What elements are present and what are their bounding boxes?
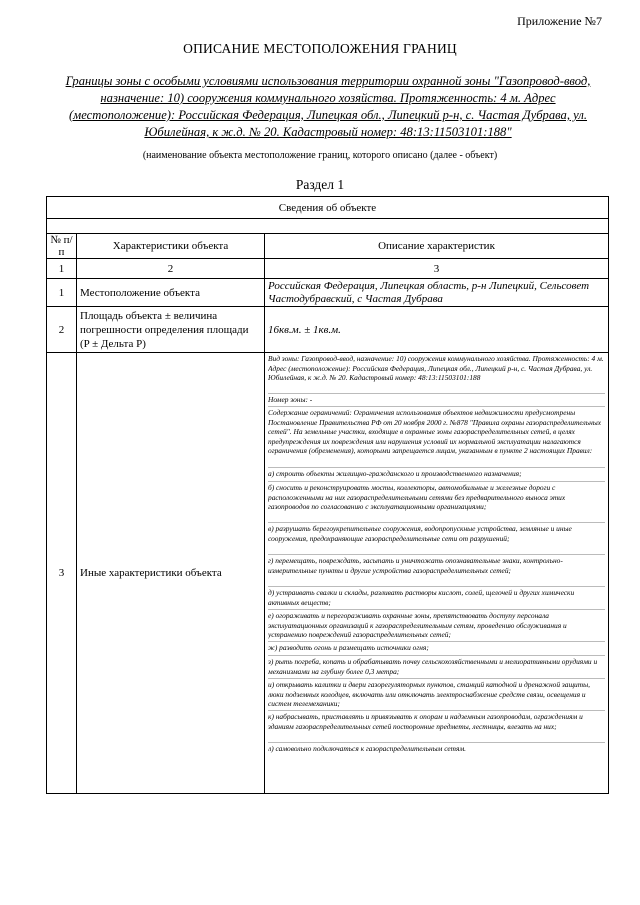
index-cell-1: 1 — [47, 259, 77, 279]
restriction-item: з) рыть погреба, копать и обрабатывать почву сельскохозяйственными и мелиоративными орудиями и механизмами на глубину более 0,3 метра; — [268, 656, 605, 679]
zone-type-text: Вид зоны: Газопровод-ввод, назначение: 10) сооружения коммунального хозяйства. Протяженность: 4 м. Адрес (местоположение): Российская Федерация, Липецкая обл., Липецкий р-н, с. Частая Дубрава, ул. Юбилейная, к ж.д. № 20. Кадастровый номер: 48:13:11503101:188 — [268, 353, 605, 394]
row-num: 2 — [47, 307, 77, 353]
col-header-description: Описание характеристик — [265, 234, 609, 259]
object-caption: (наименование объекта местоположение границ, которого описано (далее - объект) — [142, 150, 498, 161]
restriction-item: и) открывать калитки и двери газорегуляторных пунктов, станций катодной и дренажной защиты, люки подземных колодцев, включать или отключать электроснабжение средств связи, освещения и систем телемеханики; — [268, 679, 605, 711]
index-cell-2: 2 — [77, 259, 265, 279]
col-header-num: № п/п — [47, 234, 77, 259]
restriction-item: ж) разводить огонь и размещать источники огня; — [268, 642, 605, 656]
restriction-item: к) набрасывать, приставлять и привязывать к опорам и надземным газопроводам, ограждениям и зданиям газораспределительных сетей посторонние предметы, лестницы, влезать на них; — [268, 711, 605, 743]
row-value: 16кв.м. ± 1кв.м. — [265, 307, 609, 353]
object-description: Границы зоны с особыми условиями использования территории охранной зоны "Газопровод-ввод, назначение: 10) сооружения коммунального хозяйства. Протяженность: 4 м. Адрес (местоположение): Российская Федерация, Липецкая обл., Липецкий р-н, с. Частая Дубрава, ул. Юбилейная, к ж.д. № 20. Кадастровый номер: 48:13:11503101:188" — [65, 74, 591, 139]
appendix-label: Приложение №7 — [517, 14, 602, 28]
section-title: Раздел 1 — [295, 177, 345, 192]
row-num: 1 — [47, 279, 77, 307]
other-characteristics-cell — [265, 353, 609, 794]
restriction-item: г) перемещать, повреждать, засыпать и уничтожать опознавательные знаки, контрольно-измерительные пункты и другие устройства газораспределительных сетей; — [268, 555, 605, 587]
restrictions-text: Содержание ограничений: Ограничения использования объектов недвижимости предусмотрены Постановление Правительства РФ от 20 ноября 2000 г. №878 "Правила охраны газораспределительных сетей". На земельные участки, входящие в охранные зоны газораспределительных сетей, в целях предупреждения их повреждения или нарушения условий их нормальной эксплуатации налагаются ограничения (обременения), которыми запрещается лицам, указанным в пункте 2 настоящих Правил: — [268, 407, 605, 468]
table-row — [47, 307, 609, 353]
table-heading: Сведения об объекте — [47, 197, 609, 219]
table-row — [47, 279, 609, 307]
col-header-characteristic: Характеристики объекта — [77, 234, 265, 259]
restriction-item: в) разрушать берегоукрепительные сооружения, водопропускные устройства, земляные и иные сооружения, предохраняющие газораспределительные сети от разрушений; — [268, 523, 605, 555]
restriction-item: б) сносить и реконструировать мосты, коллекторы, автомобильные и железные дороги с расположенными на них газораспределительными сетями без предварительного выноса этих газопроводов по согласованию с эксплуатационными организациями; — [268, 482, 605, 523]
restriction-item: а) строить объекты жилищно-гражданского и производственного назначения; — [268, 468, 605, 482]
restriction-item: е) огораживать и перегораживать охранные зоны, препятствовать доступу персонала эксплуатационных организаций к газораспределительным сетям, проведению обслуживания и устранению повреждений газораспределительных сетей; — [268, 610, 605, 642]
restriction-item: д) устраивать свалки и склады, разливать растворы кислот, солей, щелочей и других химически активных веществ; — [268, 587, 605, 610]
row-num: 3 — [47, 353, 77, 794]
restriction-item: л) самовольно подключаться к газораспределительным сетям. — [268, 744, 467, 753]
row-characteristic: Площадь объекта ± величина погрешности определения площади (P ± Дельта P) — [77, 307, 265, 353]
empty-row — [47, 219, 609, 234]
row-characteristic: Местоположение объекта — [77, 279, 265, 307]
page-title: ОПИСАНИЕ МЕСТОПОЛОЖЕНИЯ ГРАНИЦ — [183, 41, 457, 56]
zone-number-text: Номер зоны: - — [268, 394, 605, 407]
row-characteristic: Иные характеристики объекта — [77, 353, 265, 794]
row-value: Российская Федерация, Липецкая область, р-н Липецкий, Сельсовет Частодубравский, с Частая Дубрава — [268, 279, 590, 305]
table-row — [47, 353, 609, 794]
object-info-table — [46, 196, 609, 794]
index-cell-3: 3 — [265, 259, 609, 279]
